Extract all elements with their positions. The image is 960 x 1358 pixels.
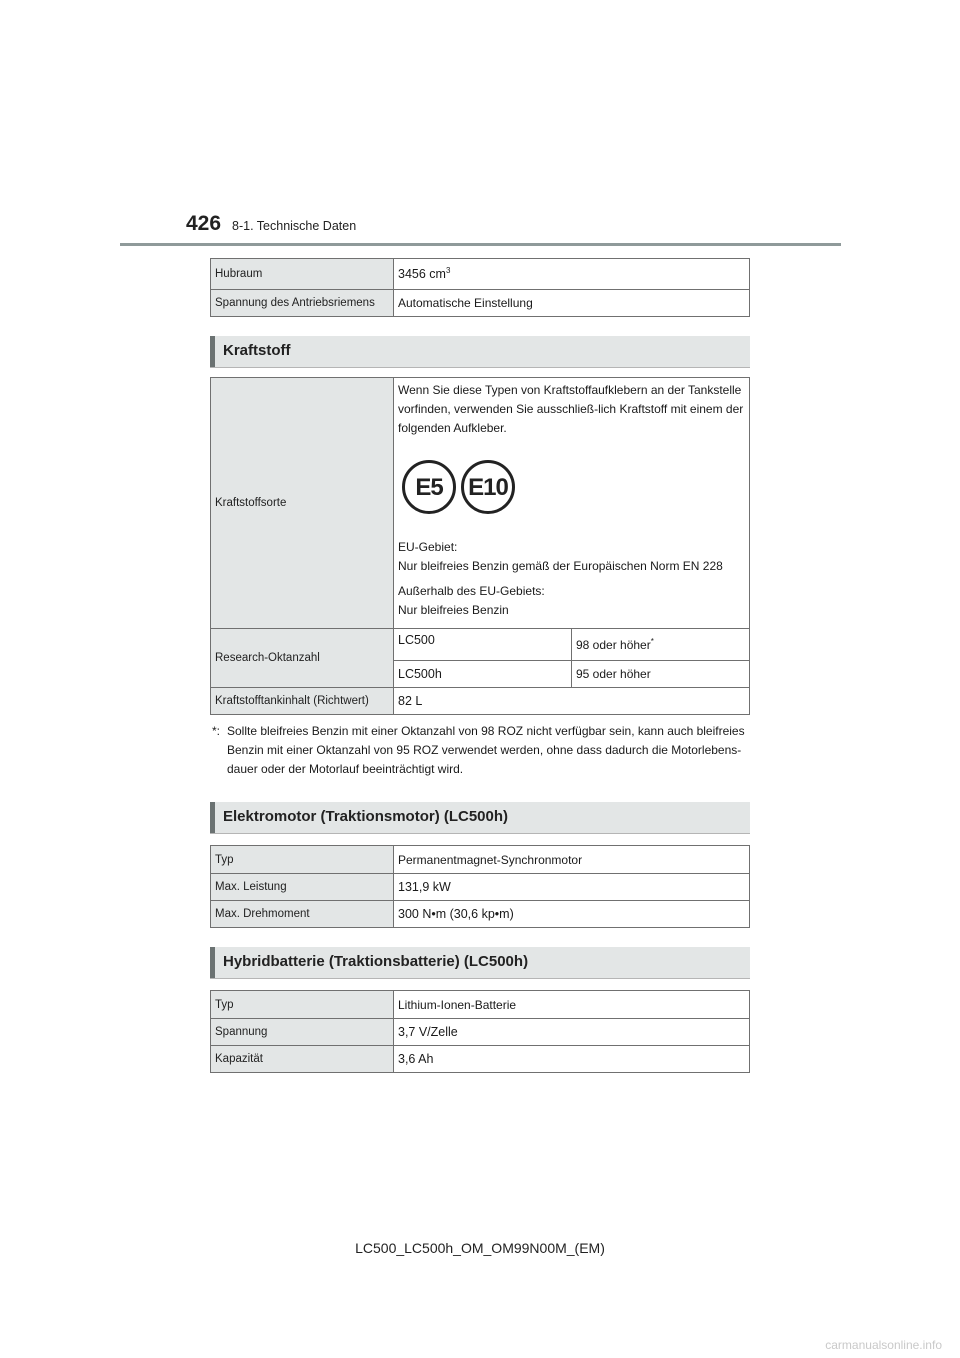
footnote xyxy=(212,722,752,779)
table-row xyxy=(211,901,750,928)
watermark: carmanualsonline.info xyxy=(825,1338,942,1352)
heading-accent-bar xyxy=(210,336,215,367)
row-value: 131,9 kW xyxy=(394,874,750,901)
octane-model: LC500 xyxy=(394,629,572,661)
row-label: Hubraum xyxy=(211,259,394,290)
table-row xyxy=(211,1046,750,1073)
section-heading-motor xyxy=(210,802,750,834)
fuel-intro: Wenn Sie diese Typen von Kraftstoffaufklebern an der Tankstelle vorfinden, verwenden Sie ausschließ-lich Kraftstoff mit einem der folgenden Aufkleber. xyxy=(398,383,744,435)
tank-label: Kraftstofftankinhalt (Richtwert) xyxy=(211,688,394,715)
battery-table xyxy=(210,990,750,1073)
e5-label-icon: E5 xyxy=(402,460,456,514)
table-row xyxy=(211,991,750,1019)
row-label: Typ xyxy=(211,846,394,874)
row-label: Typ xyxy=(211,991,394,1019)
row-value: Lithium-Ionen-Batterie xyxy=(394,991,750,1019)
row-label: Max. Drehmoment xyxy=(211,901,394,928)
octane-value: 98 oder höher* xyxy=(572,629,750,661)
heading-accent-bar xyxy=(210,947,215,978)
e10-label-icon: E10 xyxy=(461,460,515,514)
row-value: Permanentmagnet-Synchronmotor xyxy=(394,846,750,874)
non-eu-line2: Nur bleifreies Benzin xyxy=(398,603,509,617)
table-row xyxy=(211,378,750,629)
fuel-type-label: Kraftstoffsorte xyxy=(211,378,394,629)
row-label: Kapazität xyxy=(211,1046,394,1073)
table-row xyxy=(211,290,750,317)
section-title: 8-1. Technische Daten xyxy=(232,219,357,233)
octane-value: 95 oder höher xyxy=(572,661,750,688)
heading-text: Hybridbatterie (Traktionsbatterie) (LC500h) xyxy=(223,953,529,970)
non-eu-line1: Außerhalb des EU-Gebiets: xyxy=(398,584,545,598)
row-label: Spannung des Antriebsriemens xyxy=(211,290,394,317)
header-rule xyxy=(120,243,841,246)
heading-text: Elektromotor (Traktionsmotor) (LC500h) xyxy=(223,808,509,825)
eu-line2: Nur bleifreies Benzin gemäß der Europäischen Norm EN 228 xyxy=(398,559,723,573)
section-heading-fuel xyxy=(210,336,750,368)
tank-value: 82 L xyxy=(394,688,750,715)
octane-model: LC500h xyxy=(394,661,572,688)
motor-table xyxy=(210,845,750,928)
table-row xyxy=(211,846,750,874)
page-number: 426 xyxy=(186,212,222,235)
row-value: 3,7 V/Zelle xyxy=(394,1019,750,1046)
document-id: LC500_LC500h_OM_OM99N00M_(EM) xyxy=(355,1240,605,1256)
row-value: 300 N•m (30,6 kp•m) xyxy=(394,901,750,928)
row-value: Automatische Einstellung xyxy=(394,290,750,317)
table-row xyxy=(211,629,750,661)
engine-table xyxy=(210,258,750,317)
fuel-table xyxy=(210,377,750,715)
heading-accent-bar xyxy=(210,802,215,833)
row-label: Spannung xyxy=(211,1019,394,1046)
row-value: 3456 $cm^3$ xyxy=(394,259,750,290)
table-row xyxy=(211,874,750,901)
footnote-mark: *: xyxy=(212,724,221,738)
fuel-badges xyxy=(402,460,745,514)
section-heading-battery xyxy=(210,947,750,979)
table-row xyxy=(211,688,750,715)
footnote-text: Sollte bleifreies Benzin mit einer Oktanzahl von 98 ROZ nicht verfügbar sein, kann auch bleifreies Benzin mit einer Oktanzahl von 95 ROZ verwendet werden, ohne dass dadurch die Motorlebens-dauer oder der Motorlauf beeinträchtigt wird. xyxy=(227,724,745,776)
eu-line1: EU-Gebiet: xyxy=(398,540,458,554)
table-row xyxy=(211,1019,750,1046)
row-label: Max. Leistung xyxy=(211,874,394,901)
octane-label: Research-Oktanzahl xyxy=(211,629,394,688)
fuel-type-value xyxy=(394,378,750,629)
row-value: 3,6 Ah xyxy=(394,1046,750,1073)
table-row xyxy=(211,259,750,290)
heading-text: Kraftstoff xyxy=(223,342,291,359)
